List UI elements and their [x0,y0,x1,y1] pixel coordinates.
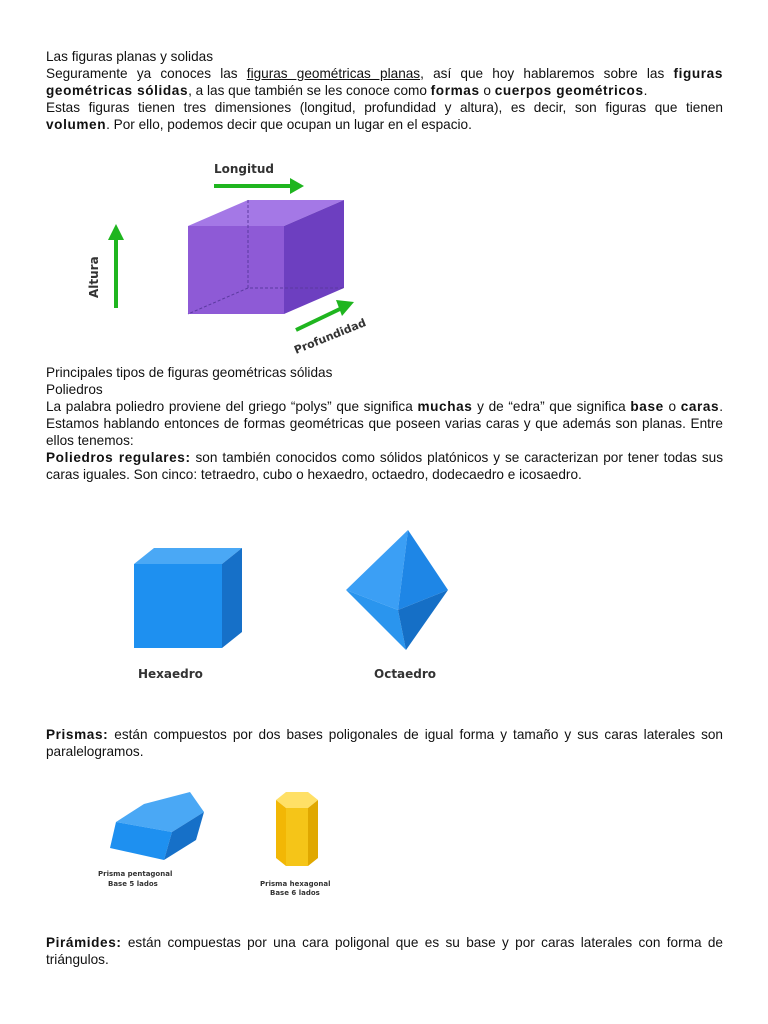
intro-text-a: Seguramente ya conoces las [46,66,247,81]
doc-title: Las figuras planas y solidas [46,49,213,64]
cube-front-face [188,226,284,314]
figuras-planas-link[interactable]: figuras geométricas planas [246,66,421,81]
bold-base: base [630,399,664,414]
longitud-arrowhead [290,178,304,194]
hex-prism-front [286,808,308,866]
intro-block: Las figuras planas y solidas Seguramente ya conoces las figuras geométricas planas, así que hoy hablaremos sobre las figuras geométricas sólidas, a las que también se les conoce como formas o cuerpos geométricos. Estas figuras tienen tres dimensiones (longitud, profundidad y altura), es decir, son figuras que tienen volumen. Por ello, podemos decir que ocupan un lugar en el espacio. [46,49,723,132]
label-octaedro: Octaedro [374,667,437,681]
label-longitud: Longitud [214,162,275,176]
bold-muchas: muchas [417,399,473,414]
hexaedro-front-face [134,564,222,648]
section-poliedros [46,364,723,483]
cube-dimensions-figure [74,158,374,358]
bold-formas: formas [430,83,480,98]
hexaedro-side-face [222,548,242,648]
prismas-paragraph: Prismas: están compuestos por dos bases poligonales de igual forma y tamaño y sus caras laterales son paralelogramos. [46,727,723,759]
prism-figure [46,782,386,918]
bold-caras: caras [680,399,720,414]
label-base-5: Base 5 lados [108,880,158,888]
intro-paragraph-2: Estas figuras tienen tres dimensiones (longitud, profundidad y altura), es decir, son figuras que tienen volumen. Por ello, podemos decir que ocupan un lugar en el espacio. [46,100,723,132]
hex-prism-right [308,800,318,866]
bold-poliedros-regulares: Poliedros regulares: [46,450,191,465]
label-altura: Altura [87,256,101,298]
label-profundidad: Profundidad [292,316,368,357]
bold-volumen: volumen [46,117,107,132]
bold-cuerpos: cuerpos geométricos [494,83,644,98]
label-hexaedro: Hexaedro [138,667,203,681]
section-heading: Principales tipos de figuras geométricas sólidas [46,365,333,380]
hex-prism-left [276,800,286,866]
label-prisma-pentagonal: Prisma pentagonal [98,870,173,878]
poliedros-subheading: Poliedros [46,382,103,397]
piramides-paragraph: Pirámides: están compuestas por una cara poligonal que es su base y por caras laterales con forma de triángulos. [46,935,723,967]
bold-prismas: Prismas: [46,727,109,742]
poliedro-paragraph: La palabra poliedro proviene del griego “polys” que significa muchas y de “edra” que significa base o caras. Estamos hablando entonces de formas geométricas que poseen varias caras y que además son planas. Entre ellos tenemos: [46,399,723,448]
regulares-paragraph: Poliedros regulares: son también conocidos como sólidos platónicos y se caracterizan por tener todas sus caras iguales. Son cinco: tetraedro, cubo o hexaedro, octaedro, dodecaedro e icosaedro. [46,450,723,482]
polyhedra-figure [46,520,566,720]
altura-arrowhead [108,224,124,240]
bold-figuras-solidas: figuras geométricas sólidas [46,66,723,98]
bold-piramides: Pirámides: [46,935,122,950]
label-prisma-hexagonal: Prisma hexagonal [260,880,331,888]
label-base-6: Base 6 lados [270,889,320,897]
